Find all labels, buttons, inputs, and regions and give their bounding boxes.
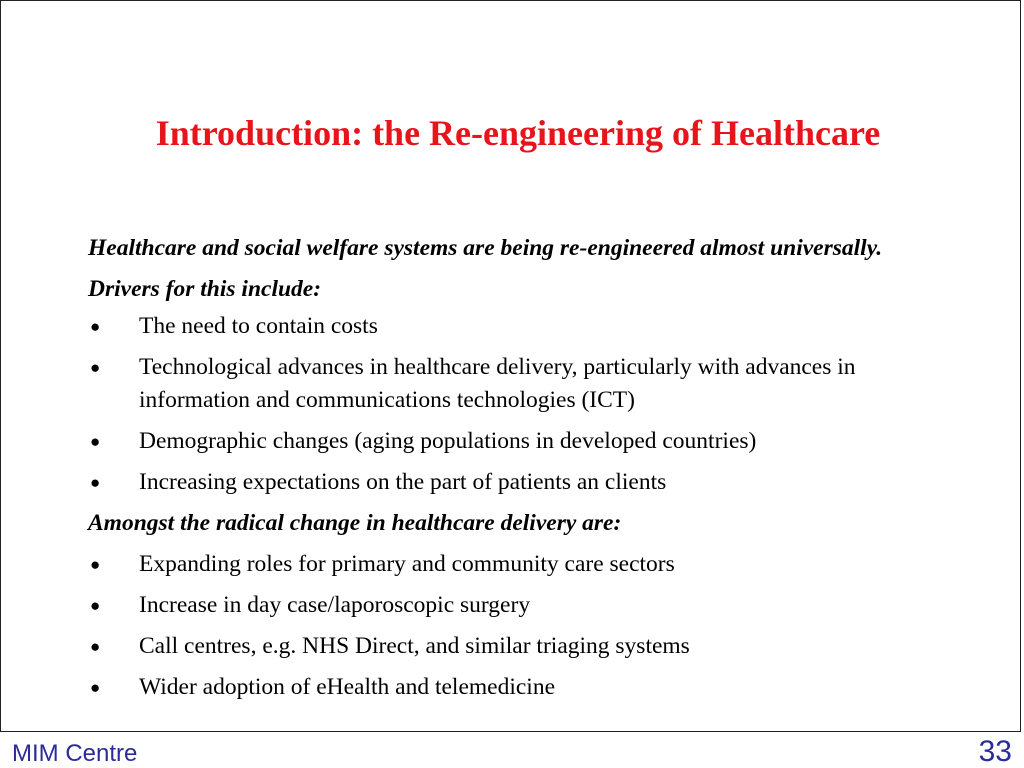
list-item-text: Increase in day case/laporoscopic surgery: [139, 592, 531, 618]
list-item-text: The need to contain costs: [139, 313, 378, 339]
page-number: 33: [978, 735, 1012, 768]
list-item-text: Expanding roles for primary and community care sectors: [139, 551, 675, 577]
list-item: [88, 466, 948, 499]
list-item-text: Wider adoption of eHealth and telemedicine: [139, 674, 556, 700]
bullet-icon: ●: [90, 432, 101, 451]
bullet-icon: ●: [90, 678, 101, 697]
bullet-icon: ●: [90, 637, 101, 656]
list-item-text: Call centres, e.g. NHS Direct, and similar triaging systems: [139, 633, 690, 659]
intro-paragraph: Healthcare and social welfare systems are being re-engineered almost universally. Drivers for this include:: [88, 235, 883, 302]
bullet-icon: ●: [90, 555, 101, 574]
slide-title: Introduction: the Re-engineering of Healthcare: [155, 113, 881, 153]
bullet-icon: ●: [90, 358, 101, 377]
changes-heading: Amongst the radical change in healthcare delivery are:: [88, 510, 622, 536]
list-item-text: Increasing expectations on the part of patients an clients: [139, 469, 667, 495]
list-item: [88, 589, 948, 622]
list-item: [88, 548, 948, 581]
changes-list: [88, 548, 948, 704]
list-item-text: Demographic changes (aging populations in developed countries): [139, 428, 757, 454]
slide-body: [88, 228, 948, 712]
list-item: [88, 630, 948, 663]
bullet-icon: ●: [90, 317, 101, 336]
list-item: [88, 425, 948, 458]
list-item: [88, 671, 948, 704]
drivers-list: [88, 310, 948, 499]
list-item: [88, 351, 948, 417]
list-item-text: Technological advances in healthcare delivery, particularly with advances in information and communications technologies (ICT): [139, 354, 856, 413]
bullet-icon: ●: [90, 473, 101, 492]
list-item: [88, 310, 948, 343]
bullet-icon: ●: [90, 596, 101, 615]
footer-org-name: MIM Centre: [12, 740, 138, 767]
